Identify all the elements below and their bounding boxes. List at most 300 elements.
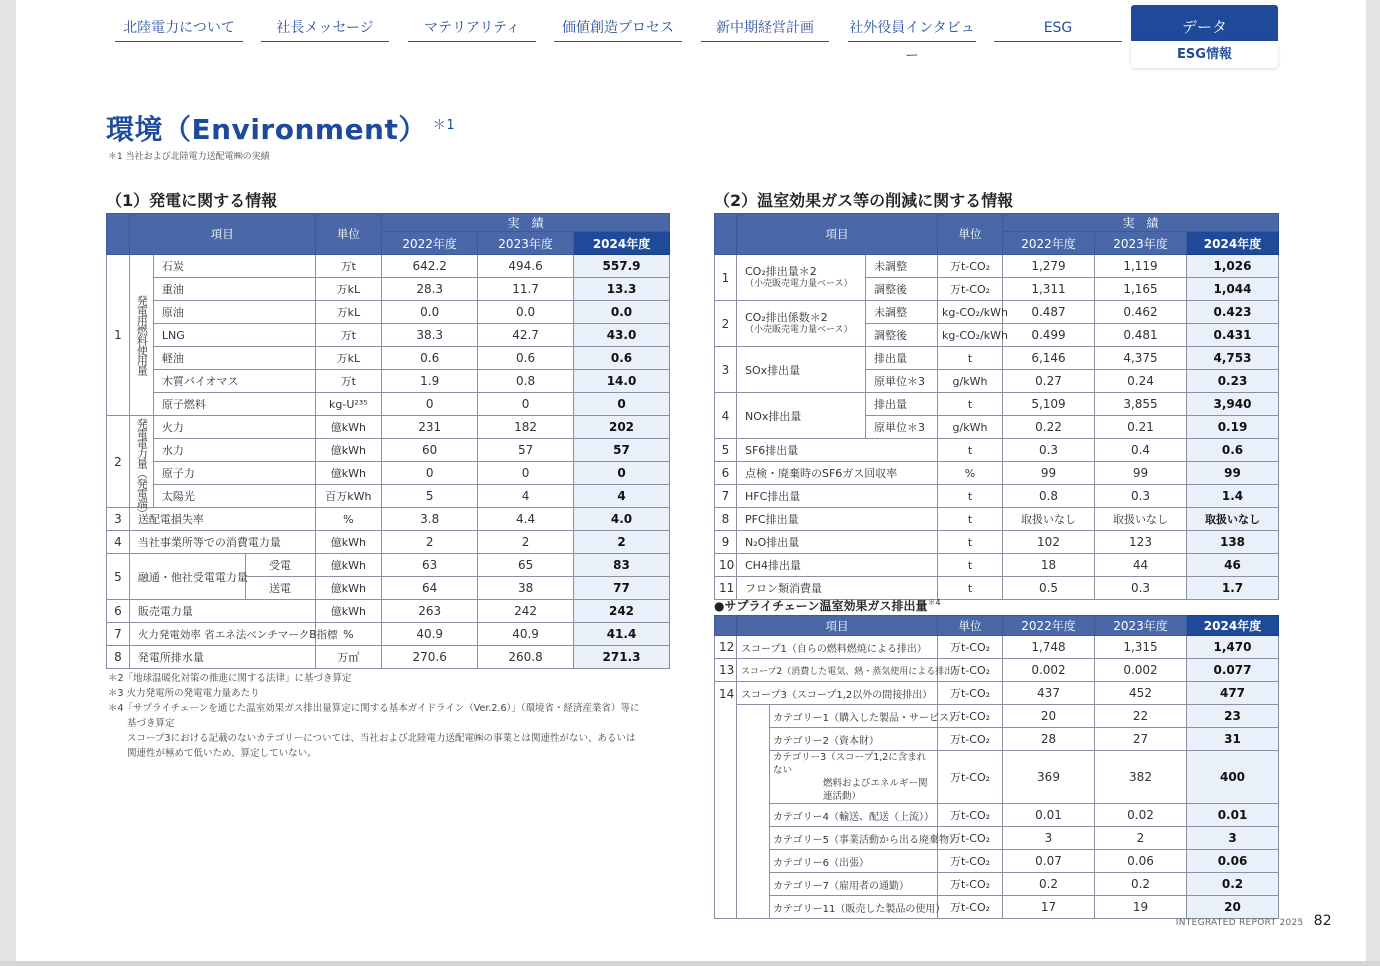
value-2022: 0.8 — [1003, 485, 1095, 508]
row-label-sub: （小売販売電力量ベース） — [745, 278, 853, 289]
table-row — [107, 255, 670, 278]
nav-item-materiality[interactable]: マテリアリティ — [408, 14, 536, 42]
row-unit: 万t-CO₂ — [938, 255, 1003, 278]
value-2024: 0.19 — [1187, 416, 1279, 439]
header-actual: 実 績 — [1003, 214, 1279, 232]
value-2022: 0.2 — [1003, 873, 1095, 896]
row-number: 7 — [715, 485, 737, 508]
row-sublabel: 排出量 — [866, 347, 938, 370]
value-2022: 0.27 — [1003, 370, 1095, 393]
group-label-fuel: 発電用燃料使用量 — [129, 255, 153, 416]
nav-item-esg[interactable]: ESG — [994, 14, 1122, 42]
row-number: 5 — [107, 554, 130, 600]
row-unit: t — [938, 508, 1003, 531]
value-2022: 3 — [1003, 827, 1095, 850]
table-row — [715, 850, 1279, 873]
value-2022: 64 — [382, 577, 478, 600]
row-number: 3 — [715, 347, 737, 393]
row-number: 13 — [715, 659, 737, 682]
value-2024: 0.423 — [1187, 301, 1279, 324]
value-2024: 0.23 — [1187, 370, 1279, 393]
nav-active-sublabel[interactable]: ESG情報 — [1131, 41, 1278, 68]
value-2023: 4.4 — [478, 508, 574, 531]
row-number: 3 — [107, 508, 130, 531]
row-label: LNG — [153, 324, 315, 347]
value-2022: 1,279 — [1003, 255, 1095, 278]
table-row — [715, 301, 1279, 324]
value-2024: 57 — [574, 439, 670, 462]
value-2023: 242 — [478, 600, 574, 623]
row-label-main: CO₂排出係数＊2 — [745, 310, 828, 324]
value-2022: 28 — [1003, 728, 1095, 751]
value-2024: 2 — [574, 531, 670, 554]
row-unit: t — [938, 485, 1003, 508]
table-row — [715, 508, 1279, 531]
value-2024: 202 — [574, 416, 670, 439]
row-label: 重油 — [153, 278, 315, 301]
header-year: 2022年度 — [1003, 232, 1095, 255]
row-unit: 万t-CO₂ — [938, 636, 1003, 659]
supply-chain-title-text: ●サプライチェーン温室効果ガス排出量 — [714, 599, 928, 613]
power-generation-table — [106, 213, 670, 669]
row-label: NOx排出量 — [737, 393, 866, 439]
row-unit: 億kWh — [315, 462, 382, 485]
table-row — [107, 462, 670, 485]
value-2023: 0 — [478, 393, 574, 416]
nav-active-label[interactable]: データ — [1131, 5, 1278, 41]
footnote: ＊4「サプライチェーンを通じた温室効果ガス排出量算定に関する基本ガイドライン（Ver.2.6）」（環境省・経済産業省）等に — [108, 703, 640, 714]
row-number: 1 — [107, 255, 130, 416]
row-unit: 万t-CO₂ — [938, 850, 1003, 873]
row-unit: 万t-CO₂ — [938, 705, 1003, 728]
value-2023: 0.6 — [478, 347, 574, 370]
row-label: スコープ3（スコープ1,2以外の間接排出） — [737, 682, 938, 705]
section2-title: （2）温室効果ガス等の削減に関する情報 — [714, 191, 1014, 210]
category-label: カテゴリー4（輸送、配送（上流）） — [770, 804, 938, 827]
header-year-current: 2024年度 — [574, 232, 670, 255]
row-label: 送配電損失率 — [129, 508, 315, 531]
header-blank — [107, 214, 130, 255]
value-2024: 1.7 — [1187, 577, 1279, 600]
value-2024: 0.431 — [1187, 324, 1279, 347]
value-2022: 1.9 — [382, 370, 478, 393]
row-label: 石炭 — [153, 255, 315, 278]
row-unit: t — [938, 347, 1003, 370]
row-sublabel: 未調整 — [866, 255, 938, 278]
page-title — [106, 108, 455, 148]
row-unit: 万t-CO₂ — [938, 278, 1003, 301]
value-2022: 0 — [382, 393, 478, 416]
row-number: 12 — [715, 636, 737, 659]
value-2022: 102 — [1003, 531, 1095, 554]
value-2022: 1,748 — [1003, 636, 1095, 659]
table-row — [715, 659, 1279, 682]
row-label: 太陽光 — [153, 485, 315, 508]
header-year: 2023年度 — [1095, 232, 1187, 255]
category-label-line1: カテゴリー3（スコープ1,2に含まれない — [773, 752, 927, 776]
value-2023: 4,375 — [1095, 347, 1187, 370]
row-unit: g/kWh — [938, 370, 1003, 393]
row-sublabel: 未調整 — [866, 301, 938, 324]
row-unit: 万t — [315, 255, 382, 278]
row-unit: 億kWh — [315, 577, 382, 600]
nav-item-data-active[interactable] — [1131, 5, 1278, 68]
value-2022: 0 — [382, 462, 478, 485]
row-label: N₂O排出量 — [737, 531, 938, 554]
value-2022: 5 — [382, 485, 478, 508]
value-2024: 0.2 — [1187, 873, 1279, 896]
value-2024: 1,026 — [1187, 255, 1279, 278]
row-label: 原子力 — [153, 462, 315, 485]
value-2022: 642.2 — [382, 255, 478, 278]
row-unit: 百万kWh — [315, 485, 382, 508]
row-label: 原子燃料 — [153, 393, 315, 416]
table-row — [107, 485, 670, 508]
value-2024: 1,470 — [1187, 636, 1279, 659]
section1-title: （1）発電に関する情報 — [106, 191, 278, 210]
header-unit: 単位 — [938, 214, 1003, 255]
row-unit: 億kWh — [315, 554, 382, 577]
row-unit: 万㎥ — [315, 646, 382, 669]
value-2022: 0.5 — [1003, 577, 1095, 600]
header-blank — [715, 214, 737, 255]
value-2022: 38.3 — [382, 324, 478, 347]
nav-item-value-creation[interactable]: 価値創造プロセス — [554, 14, 682, 42]
category-label: カテゴリー7（雇用者の通勤） — [770, 873, 938, 896]
value-2023: 3,855 — [1095, 393, 1187, 416]
row-unit: % — [315, 623, 382, 646]
row-sublabel: 受電 — [245, 554, 315, 577]
row-unit: 万t-CO₂ — [938, 682, 1003, 705]
value-2024: 46 — [1187, 554, 1279, 577]
table-row — [107, 554, 670, 577]
value-2022: 17 — [1003, 896, 1095, 919]
table-row — [715, 462, 1279, 485]
value-2022: 99 — [1003, 462, 1095, 485]
row-label: SOx排出量 — [737, 347, 866, 393]
value-2023: 4 — [478, 485, 574, 508]
value-2023: 0.0 — [478, 301, 574, 324]
row-number: 5 — [715, 439, 737, 462]
row-unit: 億kWh — [315, 531, 382, 554]
row-number: 4 — [715, 393, 737, 439]
row-unit: 億kWh — [315, 600, 382, 623]
table-row — [715, 485, 1279, 508]
value-2022: 1,311 — [1003, 278, 1095, 301]
value-2022: 3.8 — [382, 508, 478, 531]
value-2023: 40.9 — [478, 623, 574, 646]
value-2024: 477 — [1187, 682, 1279, 705]
row-sublabel: 調整後 — [866, 278, 938, 301]
value-2022: 0.01 — [1003, 804, 1095, 827]
row-unit: 万t-CO₂ — [938, 873, 1003, 896]
value-2024: 0.6 — [574, 347, 670, 370]
value-2023: 382 — [1095, 751, 1187, 804]
header-year: 2023年度 — [1095, 616, 1187, 636]
row-unit: 万kL — [315, 301, 382, 324]
category-label — [770, 751, 938, 804]
row-label: 水力 — [153, 439, 315, 462]
category-label: カテゴリー1（購入した製品・サービス） — [770, 705, 938, 728]
value-2024: 557.9 — [574, 255, 670, 278]
value-2023: 494.6 — [478, 255, 574, 278]
row-label: 販売電力量 — [129, 600, 315, 623]
row-number: 10 — [715, 554, 737, 577]
value-2023: 2 — [478, 531, 574, 554]
table-row — [715, 751, 1279, 804]
footnote: 基づき算定 — [108, 718, 175, 729]
value-2023: 42.7 — [478, 324, 574, 347]
header-item: 項目 — [737, 616, 938, 636]
row-unit: 万t-CO₂ — [938, 728, 1003, 751]
row-unit: t — [938, 531, 1003, 554]
value-2022: 6,146 — [1003, 347, 1095, 370]
row-unit: kg-U²³⁵ — [315, 393, 382, 416]
nav-item-interview[interactable]: 社外役員インタビュー — [848, 14, 976, 42]
value-2024: 271.3 — [574, 646, 670, 669]
row-number: 2 — [107, 416, 130, 508]
value-2023: 2 — [1095, 827, 1187, 850]
value-2024: 3,940 — [1187, 393, 1279, 416]
value-2022: 取扱いなし — [1003, 508, 1095, 531]
page-number: 82 — [1313, 913, 1332, 929]
value-2024: 4 — [574, 485, 670, 508]
value-2022: 231 — [382, 416, 478, 439]
row-unit: % — [938, 462, 1003, 485]
row-number: 8 — [715, 508, 737, 531]
table-row — [107, 439, 670, 462]
table-row — [107, 531, 670, 554]
row-number: 8 — [107, 646, 130, 669]
table-row — [107, 347, 670, 370]
row-label: PFC排出量 — [737, 508, 938, 531]
header-unit: 単位 — [938, 616, 1003, 636]
value-2022: 0.07 — [1003, 850, 1095, 873]
value-2024: 0.6 — [1187, 439, 1279, 462]
row-label: 火力 — [153, 416, 315, 439]
page-margin-left — [0, 0, 16, 966]
value-2023: 57 — [478, 439, 574, 462]
value-2024: 0.077 — [1187, 659, 1279, 682]
row-number: 6 — [715, 462, 737, 485]
nav-item-president-message[interactable]: 社長メッセージ — [261, 14, 389, 42]
value-2023: 452 — [1095, 682, 1187, 705]
value-2024: 4.0 — [574, 508, 670, 531]
category-label-line2: 燃料およびエネルギー関連活動） — [823, 778, 928, 802]
top-navigation — [0, 0, 1380, 70]
nav-item-about[interactable]: 北陸電力について — [115, 14, 243, 42]
supply-chain-title — [714, 597, 941, 614]
value-2024: 83 — [574, 554, 670, 577]
row-label: スコープ2（消費した電気、熱・蒸気使用による排出） — [737, 659, 938, 682]
value-2022: 40.9 — [382, 623, 478, 646]
value-2024: 400 — [1187, 751, 1279, 804]
row-label: 融通・他社受電電力量 — [129, 554, 245, 600]
table-row — [715, 728, 1279, 751]
value-2023: 取扱いなし — [1095, 508, 1187, 531]
value-2022: 0.3 — [1003, 439, 1095, 462]
category-label: カテゴリー6（出張） — [770, 850, 938, 873]
row-unit: kg-CO₂/kWh — [938, 324, 1003, 347]
value-2022: 263 — [382, 600, 478, 623]
value-2023: 44 — [1095, 554, 1187, 577]
row-label: SF6排出量 — [737, 439, 938, 462]
table-row — [107, 370, 670, 393]
value-2023: 11.7 — [478, 278, 574, 301]
value-2024: 1,044 — [1187, 278, 1279, 301]
value-2022: 0.6 — [382, 347, 478, 370]
value-2023: 27 — [1095, 728, 1187, 751]
value-2023: 0.4 — [1095, 439, 1187, 462]
value-2023: 1,165 — [1095, 278, 1187, 301]
value-2024: 13.3 — [574, 278, 670, 301]
value-2024: 20 — [1187, 896, 1279, 919]
value-2022: 18 — [1003, 554, 1095, 577]
row-label: CH4排出量 — [737, 554, 938, 577]
value-2023: 0.21 — [1095, 416, 1187, 439]
row-number: 6 — [107, 600, 130, 623]
table-row — [715, 804, 1279, 827]
value-2023: 0.8 — [478, 370, 574, 393]
row-label: 発電所排水量 — [129, 646, 315, 669]
value-2022: 437 — [1003, 682, 1095, 705]
value-2024: 242 — [574, 600, 670, 623]
table-row — [107, 278, 670, 301]
value-2022: 369 — [1003, 751, 1095, 804]
table-row — [107, 301, 670, 324]
table-row — [107, 508, 670, 531]
row-unit: t — [938, 554, 1003, 577]
value-2023: 0.2 — [1095, 873, 1187, 896]
value-2022: 20 — [1003, 705, 1095, 728]
row-unit: t — [938, 393, 1003, 416]
row-unit: 万kL — [315, 278, 382, 301]
value-2024: 41.4 — [574, 623, 670, 646]
table-row — [107, 646, 670, 669]
value-2023: 0.3 — [1095, 577, 1187, 600]
value-2022: 60 — [382, 439, 478, 462]
row-unit: 万t — [315, 324, 382, 347]
value-2023: 19 — [1095, 896, 1187, 919]
table-row — [107, 324, 670, 347]
value-2023: 0.3 — [1095, 485, 1187, 508]
row-label: 軽油 — [153, 347, 315, 370]
row-label: 火力発電効率 省エネ法ベンチマークB指標 — [129, 623, 315, 646]
nav-item-mid-term-plan[interactable]: 新中期経営計画 — [701, 14, 829, 42]
value-2022: 28.3 — [382, 278, 478, 301]
table-row — [715, 827, 1279, 850]
value-2024: 4,753 — [1187, 347, 1279, 370]
value-2024: 0.0 — [574, 301, 670, 324]
row-sublabel: 原単位＊3 — [866, 370, 938, 393]
group-label-generation: 発電電力量（発電端） — [129, 416, 153, 508]
value-2024: 43.0 — [574, 324, 670, 347]
header-year: 2022年度 — [382, 232, 478, 255]
row-label-main: CO₂排出量＊2 — [745, 264, 817, 278]
value-2023: 0.06 — [1095, 850, 1187, 873]
category-indent — [737, 705, 770, 919]
row-label: 当社事業所等での消費電力量 — [129, 531, 315, 554]
value-2024: 取扱いなし — [1187, 508, 1279, 531]
category-label: カテゴリー11（販売した製品の使用） — [770, 896, 938, 919]
table-row — [715, 439, 1279, 462]
value-2024: 23 — [1187, 705, 1279, 728]
value-2024: 138 — [1187, 531, 1279, 554]
row-unit: t — [938, 577, 1003, 600]
value-2024: 0 — [574, 393, 670, 416]
row-unit: 万t-CO₂ — [938, 659, 1003, 682]
value-2023: 99 — [1095, 462, 1187, 485]
row-label: スコープ1（自らの燃料燃焼による排出） — [737, 636, 938, 659]
page-title-footnote-mark: ＊1 — [432, 118, 456, 133]
value-2023: 182 — [478, 416, 574, 439]
row-unit: 万t-CO₂ — [938, 827, 1003, 850]
table-row — [715, 554, 1279, 577]
row-number: 14 — [715, 682, 737, 919]
value-2023: 0.02 — [1095, 804, 1187, 827]
footnote: ＊2「地球温暖化対策の推進に関する法律」に基づき算定 — [108, 673, 352, 684]
value-2024: 14.0 — [574, 370, 670, 393]
row-unit: 万t-CO₂ — [938, 804, 1003, 827]
page-margin-bottom — [0, 961, 1380, 966]
table-row — [107, 393, 670, 416]
value-2024: 77 — [574, 577, 670, 600]
header-year-current: 2024年度 — [1187, 232, 1279, 255]
header-year-current: 2024年度 — [1187, 616, 1279, 636]
category-label: カテゴリー2（資本財） — [770, 728, 938, 751]
row-label: 原油 — [153, 301, 315, 324]
value-2024: 31 — [1187, 728, 1279, 751]
row-unit: t — [938, 439, 1003, 462]
header-year: 2023年度 — [478, 232, 574, 255]
title-note: ＊1 当社および北陸電力送配電㈱の実績 — [108, 152, 270, 162]
value-2022: 63 — [382, 554, 478, 577]
header-item: 項目 — [737, 214, 938, 255]
footnotes — [108, 671, 640, 761]
value-2022: 2 — [382, 531, 478, 554]
row-unit: kg-CO₂/kWh — [938, 301, 1003, 324]
row-label: 木質バイオマス — [153, 370, 315, 393]
table-row — [107, 600, 670, 623]
value-2023: 22 — [1095, 705, 1187, 728]
report-name: INTEGRATED REPORT 2025 — [1175, 918, 1304, 928]
row-label: 点検・廃棄時のSF6ガス回収率 — [737, 462, 938, 485]
row-number: 9 — [715, 531, 737, 554]
table-row — [715, 531, 1279, 554]
value-2024: 0.06 — [1187, 850, 1279, 873]
table-row — [715, 255, 1279, 278]
value-2023: 0.462 — [1095, 301, 1187, 324]
footnote: スコープ3における記載のないカテゴリーについては、当社および北陸電力送配電㈱の事業とは関連性がない、あるいは — [108, 733, 636, 744]
table-row — [715, 873, 1279, 896]
value-2022: 0.499 — [1003, 324, 1095, 347]
row-number: 11 — [715, 577, 737, 600]
row-sublabel: 排出量 — [866, 393, 938, 416]
value-2022: 270.6 — [382, 646, 478, 669]
row-unit: 億kWh — [315, 416, 382, 439]
value-2022: 0.002 — [1003, 659, 1095, 682]
row-unit: 万kL — [315, 347, 382, 370]
row-number: 4 — [107, 531, 130, 554]
row-unit: 万t-CO₂ — [938, 896, 1003, 919]
table-row — [715, 393, 1279, 416]
ghg-reduction-table — [714, 213, 1279, 600]
value-2023: 65 — [478, 554, 574, 577]
header-blank — [715, 616, 737, 636]
value-2023: 1,119 — [1095, 255, 1187, 278]
row-unit: g/kWh — [938, 416, 1003, 439]
row-sublabel: 送電 — [245, 577, 315, 600]
